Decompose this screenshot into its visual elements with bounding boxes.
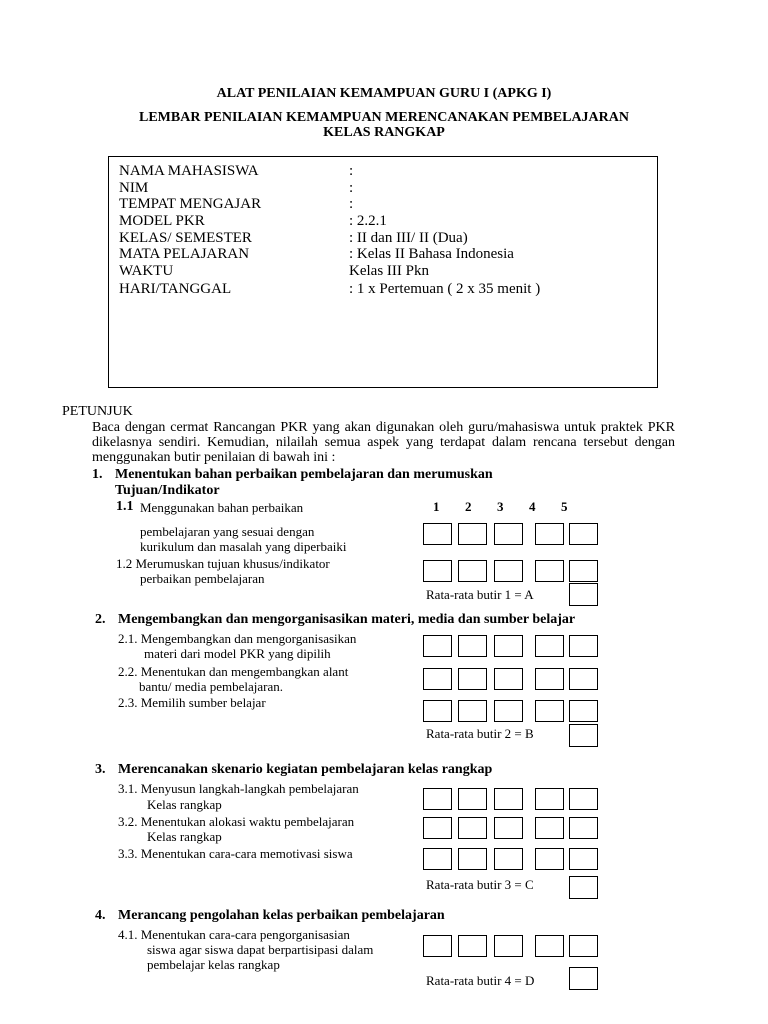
info-label-time: WAKTU bbox=[119, 263, 174, 279]
info-label-model: MODEL PKR bbox=[119, 213, 205, 229]
rating-box-3-1-score-3[interactable] bbox=[494, 788, 523, 810]
rating-box-2-2-score-3[interactable] bbox=[494, 668, 523, 690]
item-3-3-text: 3.3. Menentukan cara-cara memotivasi siswa bbox=[118, 846, 353, 861]
rating-box-2-1-score-4[interactable] bbox=[535, 635, 564, 657]
rating-box-2-3-score-5[interactable] bbox=[569, 700, 598, 722]
info-value-model: : 2.2.1 bbox=[349, 213, 387, 229]
item-1-1-number: 1.1 bbox=[116, 499, 134, 514]
section-1-title-cont: Tujuan/Indikator bbox=[115, 483, 220, 498]
document-title: ALAT PENILAIAN KEMAMPUAN GURU I (APKG I) bbox=[216, 86, 552, 101]
rating-box-3-2-score-5[interactable] bbox=[569, 817, 598, 839]
rating-box-1-2-score-3[interactable] bbox=[494, 560, 523, 582]
item-2-1-text: 2.1. Mengembangkan dan mengorganisasikan bbox=[118, 631, 357, 646]
info-value-time: Kelas III Pkn bbox=[349, 263, 429, 279]
item-2-2-text-cont: bantu/ media pembelajaran. bbox=[139, 679, 284, 694]
rating-box-2-2-score-5[interactable] bbox=[569, 668, 598, 690]
document-subtitle: LEMBAR PENILAIAN KEMAMPUAN MERENCANAKAN PEMBELAJARAN bbox=[139, 110, 629, 125]
item-1-1-text-cont: pembelajaran yang sesuai dengan bbox=[140, 524, 315, 539]
rating-box-3-2-score-1[interactable] bbox=[423, 817, 452, 839]
rating-box-1-2-score-5[interactable] bbox=[569, 560, 598, 582]
average-2-label: Rata-rata butir 2 = B bbox=[426, 726, 534, 741]
rating-box-2-3-score-3[interactable] bbox=[494, 700, 523, 722]
section-4-number: 4. bbox=[95, 908, 106, 923]
section-4-title: Merancang pengolahan kelas perbaikan pembelajaran bbox=[118, 908, 445, 923]
rating-box-2-1-score-5[interactable] bbox=[569, 635, 598, 657]
average-box-1[interactable] bbox=[569, 583, 598, 606]
item-1-1-text: Menggunakan bahan perbaikan bbox=[140, 500, 304, 515]
rating-box-1-2-score-2[interactable] bbox=[458, 560, 487, 582]
item-1-1-text-cont-2: kurikulum dan masalah yang diperbaiki bbox=[140, 539, 347, 554]
instructions-line-3: menggunakan butir penilaian di bawah ini : bbox=[92, 450, 336, 465]
rating-box-3-3-score-2[interactable] bbox=[458, 848, 487, 870]
rating-box-2-1-score-2[interactable] bbox=[458, 635, 487, 657]
rating-box-3-2-score-4[interactable] bbox=[535, 817, 564, 839]
rating-box-3-3-score-5[interactable] bbox=[569, 848, 598, 870]
rating-box-1-2-score-1[interactable] bbox=[423, 560, 452, 582]
section-1-title: Menentukan bahan perbaikan pembelajaran dan merumuskan bbox=[115, 467, 493, 482]
info-value-subject: : Kelas II Bahasa Indonesia bbox=[349, 246, 514, 262]
scale-5: 5 bbox=[561, 499, 568, 514]
item-2-3-text: 2.3. Memilih sumber belajar bbox=[118, 695, 266, 710]
section-3-title: Merencanakan skenario kegiatan pembelajaran kelas rangkap bbox=[118, 762, 493, 777]
average-box-3[interactable] bbox=[569, 876, 598, 899]
item-3-1-text: 3.1. Menyusun langkah-langkah pembelajaran bbox=[118, 781, 359, 796]
rating-box-3-3-score-1[interactable] bbox=[423, 848, 452, 870]
rating-box-4-1-score-5[interactable] bbox=[569, 935, 598, 957]
rating-box-3-3-score-3[interactable] bbox=[494, 848, 523, 870]
rating-box-4-1-score-3[interactable] bbox=[494, 935, 523, 957]
info-value-date: : 1 x Pertemuan ( 2 x 35 menit ) bbox=[349, 281, 541, 297]
scale-3: 3 bbox=[497, 499, 504, 514]
rating-box-1-1-score-4[interactable] bbox=[535, 523, 564, 545]
rating-box-2-2-score-2[interactable] bbox=[458, 668, 487, 690]
rating-box-4-1-score-4[interactable] bbox=[535, 935, 564, 957]
rating-box-3-2-score-2[interactable] bbox=[458, 817, 487, 839]
instructions-line-1: Baca dengan cermat Rancangan PKR yang akan digunakan oleh guru/mahasiswa untuk praktek PKR bbox=[92, 420, 675, 435]
item-1-2-text-cont: perbaikan pembelajaran bbox=[140, 571, 265, 586]
item-3-1-text-cont: Kelas rangkap bbox=[147, 797, 222, 812]
item-4-1-text-cont-2: pembelajar kelas rangkap bbox=[147, 957, 280, 972]
info-label-name: NAMA MAHASISWA bbox=[119, 163, 259, 179]
section-1-number: 1. bbox=[92, 467, 103, 482]
rating-box-1-1-score-2[interactable] bbox=[458, 523, 487, 545]
item-4-1-text-cont: siswa agar siswa dapat berpartisipasi dalam bbox=[147, 942, 374, 957]
rating-box-1-1-score-5[interactable] bbox=[569, 523, 598, 545]
rating-box-2-3-score-4[interactable] bbox=[535, 700, 564, 722]
info-label-place: TEMPAT MENGAJAR bbox=[119, 196, 262, 212]
rating-box-2-3-score-2[interactable] bbox=[458, 700, 487, 722]
scale-4: 4 bbox=[529, 499, 536, 514]
section-2-title: Mengembangkan dan mengorganisasikan materi, media dan sumber belajar bbox=[118, 612, 576, 627]
rating-box-3-1-score-5[interactable] bbox=[569, 788, 598, 810]
item-1-2-text: 1.2 Merumuskan tujuan khusus/indikator bbox=[116, 556, 330, 571]
rating-box-1-1-score-1[interactable] bbox=[423, 523, 452, 545]
rating-box-4-1-score-1[interactable] bbox=[423, 935, 452, 957]
document-subtitle-2: KELAS RANGKAP bbox=[323, 125, 445, 140]
section-3-number: 3. bbox=[95, 762, 106, 777]
info-value-nim[interactable]: : bbox=[349, 180, 354, 196]
item-3-2-text: 3.2. Menentukan alokasi waktu pembelajaran bbox=[118, 814, 355, 829]
rating-box-2-2-score-1[interactable] bbox=[423, 668, 452, 690]
info-label-date: HARI/TANGGAL bbox=[119, 281, 232, 297]
info-value-class: : II dan III/ II (Dua) bbox=[349, 230, 468, 246]
rating-box-3-1-score-2[interactable] bbox=[458, 788, 487, 810]
info-label-subject: MATA PELAJARAN bbox=[119, 246, 250, 262]
info-value-name[interactable]: : bbox=[349, 163, 354, 179]
rating-box-4-1-score-2[interactable] bbox=[458, 935, 487, 957]
rating-box-3-3-score-4[interactable] bbox=[535, 848, 564, 870]
section-2-number: 2. bbox=[95, 612, 106, 627]
average-box-4[interactable] bbox=[569, 967, 598, 990]
average-box-2[interactable] bbox=[569, 724, 598, 747]
info-label-class: KELAS/ SEMESTER bbox=[119, 230, 252, 246]
rating-box-3-1-score-4[interactable] bbox=[535, 788, 564, 810]
average-3-label: Rata-rata butir 3 = C bbox=[426, 877, 534, 892]
item-4-1-text: 4.1. Menentukan cara-cara pengorganisasian bbox=[118, 927, 350, 942]
item-2-2-text: 2.2. Menentukan dan mengembangkan alant bbox=[118, 664, 349, 679]
scale-2: 2 bbox=[465, 499, 472, 514]
rating-box-2-1-score-1[interactable] bbox=[423, 635, 452, 657]
instructions-heading: PETUNJUK bbox=[62, 404, 133, 419]
scale-1: 1 bbox=[433, 499, 440, 514]
average-4-label: Rata-rata butir 4 = D bbox=[426, 973, 535, 988]
info-label-nim: NIM bbox=[119, 180, 149, 196]
rating-box-2-3-score-1[interactable] bbox=[423, 700, 452, 722]
rating-box-1-1-score-3[interactable] bbox=[494, 523, 523, 545]
rating-box-1-2-score-4[interactable] bbox=[535, 560, 564, 582]
rating-box-3-2-score-3[interactable] bbox=[494, 817, 523, 839]
rating-box-3-1-score-1[interactable] bbox=[423, 788, 452, 810]
item-2-1-text-cont: materi dari model PKR yang dipilih bbox=[144, 646, 331, 661]
rating-box-2-1-score-3[interactable] bbox=[494, 635, 523, 657]
item-3-2-text-cont: Kelas rangkap bbox=[147, 829, 222, 844]
info-value-place[interactable]: : bbox=[349, 196, 354, 212]
rating-box-2-2-score-4[interactable] bbox=[535, 668, 564, 690]
instructions-line-2: dikelasnya sendiri. Kemudian, nilailah semua aspek yang terdapat dalam rencana tersebut dengan bbox=[92, 435, 675, 450]
average-1-label: Rata-rata butir 1 = A bbox=[426, 587, 534, 602]
